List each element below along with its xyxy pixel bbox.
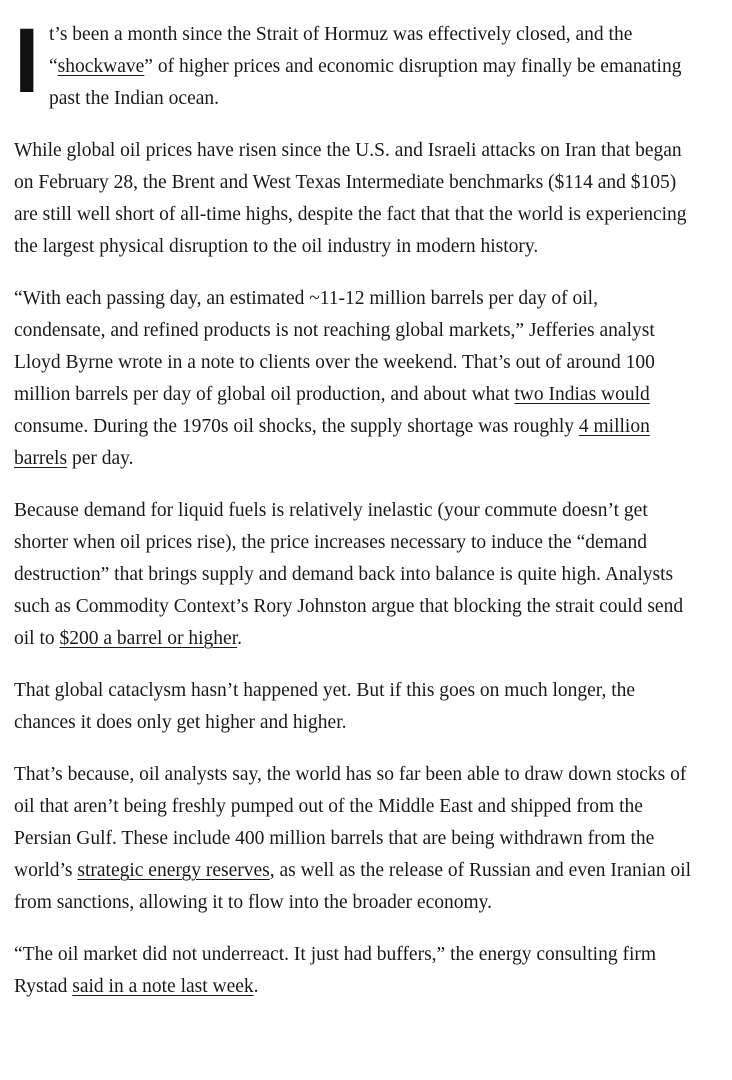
- paragraph-rystad-quote: [14, 939, 694, 1003]
- paragraph-reserves: [14, 759, 694, 919]
- article-body: [14, 10, 694, 1023]
- four-million-barrels-link[interactable]: 4 million barrels: [14, 416, 650, 469]
- paragraph-text: Because demand for liquid fuels is relatively inelastic (your commute doesn’t get shorter when oil prices rise), the price increases necessary to induce the “demand destruction” that brings supply and demand back into balance is quite high. Analysts such as Commodity Context’s Rory Johnston argue that blocking the strait could send oil to: [14, 500, 684, 649]
- paragraph-text: While global oil prices have risen since the U.S. and Israeli attacks on Iran that began on February 28, the Brent and West Texas Intermediate benchmarks ($114 and $105) are still well short of all-time highs, despite the fact that that the world is experiencing the largest physical disruption to the oil industry in modern history.: [14, 140, 687, 257]
- shockwave-link[interactable]: shockwave: [57, 56, 145, 77]
- two-hundred-dollar-barrel-link[interactable]: $200 a barrel or higher: [59, 628, 238, 649]
- paragraph-text: consume. During the 1970s oil shocks, the supply shortage was roughly: [14, 416, 579, 437]
- rystad-note-link[interactable]: said in a note last week: [72, 976, 254, 997]
- paragraph-text: “The oil market did not underreact. It just had buffers,” the energy consulting firm Rystad: [14, 944, 657, 997]
- paragraph-text: t’s been a month since the Strait of Hormuz was effectively closed, and the “: [49, 24, 633, 77]
- paragraph-oil-prices: [14, 135, 694, 263]
- paragraph-cataclysm: [14, 675, 694, 739]
- paragraph-text: .: [253, 976, 259, 997]
- lead-paragraph: [14, 10, 694, 115]
- paragraph-text: ” of higher prices and economic disruption may finally be emanating past the Indian ocean.: [49, 56, 682, 109]
- paragraph-text: , as well as the release of Russian and even Iranian oil from sanctions, allowing it to flow into the broader economy.: [14, 860, 692, 913]
- paragraph-text: That’s because, oil analysts say, the world has so far been able to draw down stocks of oil that aren’t being freshly pumped out of the Middle East and shipped from the Persian Gulf. These include 400 million barrels that are being withdrawn from the world’s: [14, 764, 687, 881]
- paragraph-text: per day.: [67, 448, 134, 469]
- strategic-reserves-link[interactable]: strategic energy reserves: [77, 860, 270, 881]
- paragraph-text: That global cataclysm hasn’t happened yet. But if this goes on much longer, the chances it does only get higher and higher.: [14, 680, 636, 733]
- paragraph-text: “With each passing day, an estimated ~11-12 million barrels per day of oil, condensate, and refined products is not reaching global markets,” Jefferies analyst Lloyd Byrne wrote in a note to clients over the weekend. That’s out of around 100 million barrels per day of global oil production, and about what: [14, 288, 655, 405]
- paragraph-jefferies-quote: [14, 283, 694, 475]
- paragraph-demand-destruction: [14, 495, 694, 655]
- drop-cap: I: [14, 10, 40, 112]
- paragraph-text: .: [237, 628, 242, 649]
- two-indias-link[interactable]: two Indias would: [514, 384, 650, 405]
